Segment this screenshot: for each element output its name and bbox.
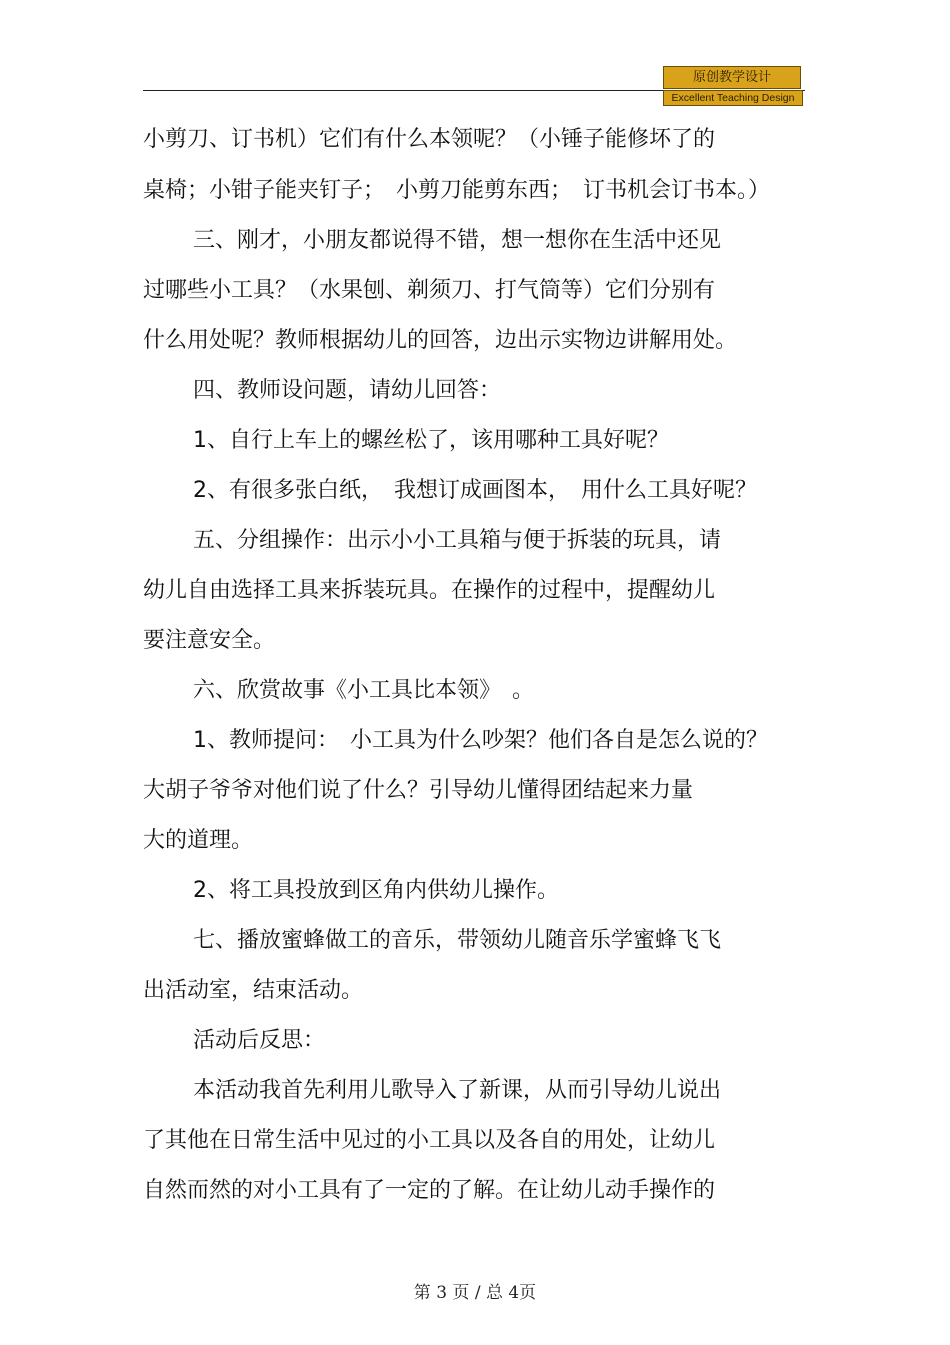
text-line: 自然而然的对小工具有了一定的了解。在让幼儿动手操作的	[143, 1178, 716, 1203]
text-line: 出活动室，结束活动。	[143, 978, 364, 1003]
header-badge-cn: 原创教学设计	[663, 66, 801, 89]
text-line: 要注意安全。	[143, 628, 276, 653]
text-line: 桌椅；小钳子能夹钉子； 小剪刀能剪东西； 订书机会订书本。）	[143, 178, 771, 203]
text-line: 幼儿自由选择工具来拆装玩具。在操作的过程中，提醒幼儿	[143, 578, 716, 603]
text-line: 活动后反思：	[193, 1028, 326, 1053]
text-line: 什么用处呢？教师根据幼儿的回答，边出示实物边讲解用处。	[143, 328, 738, 353]
text-line: 本活动我首先利用儿歌导入了新课，从而引导幼儿说出	[193, 1078, 722, 1103]
text-line: 了其他在日常生活中见过的小工具以及各自的用处，让幼儿	[143, 1128, 716, 1153]
text-line: 1、自行上车上的螺丝松了，该用哪种工具好呢？	[193, 428, 669, 453]
text-line: 七、播放蜜蜂做工的音乐，带领幼儿随音乐学蜜蜂飞飞	[193, 928, 722, 953]
text-line: 2、将工具投放到区角内供幼儿操作。	[193, 878, 559, 903]
page-number: 第 3 页 / 总 4页	[413, 1283, 537, 1303]
text-line: 1、教师提问： 小工具为什么吵架？他们各自是怎么说的？	[193, 728, 768, 753]
text-line: 大的道理。	[143, 828, 254, 853]
text-line: 三、刚才，小朋友都说得不错，想一想你在生活中还见	[193, 228, 722, 253]
text-line: 六、欣赏故事《小工具比本领》 。	[193, 678, 535, 703]
text-line: 四、教师设问题，请幼儿回答：	[193, 378, 502, 403]
text-line: 小剪刀、订书机）它们有什么本领呢？（小锤子能修坏了的	[143, 127, 716, 152]
text-line: 大胡子爷爷对他们说了什么？引导幼儿懂得团结起来力量	[143, 778, 694, 803]
text-line: 2、有很多张白纸， 我想订成画图本， 用什么工具好呢？	[193, 478, 757, 503]
text-line: 五、分组操作：出示小小工具箱与便于拆装的玩具，请	[193, 528, 722, 553]
header-badge-en: Excellent Teaching Design	[663, 90, 803, 106]
text-line: 过哪些小工具？（水果刨、剃须刀、打气筒等）它们分别有	[143, 278, 716, 303]
